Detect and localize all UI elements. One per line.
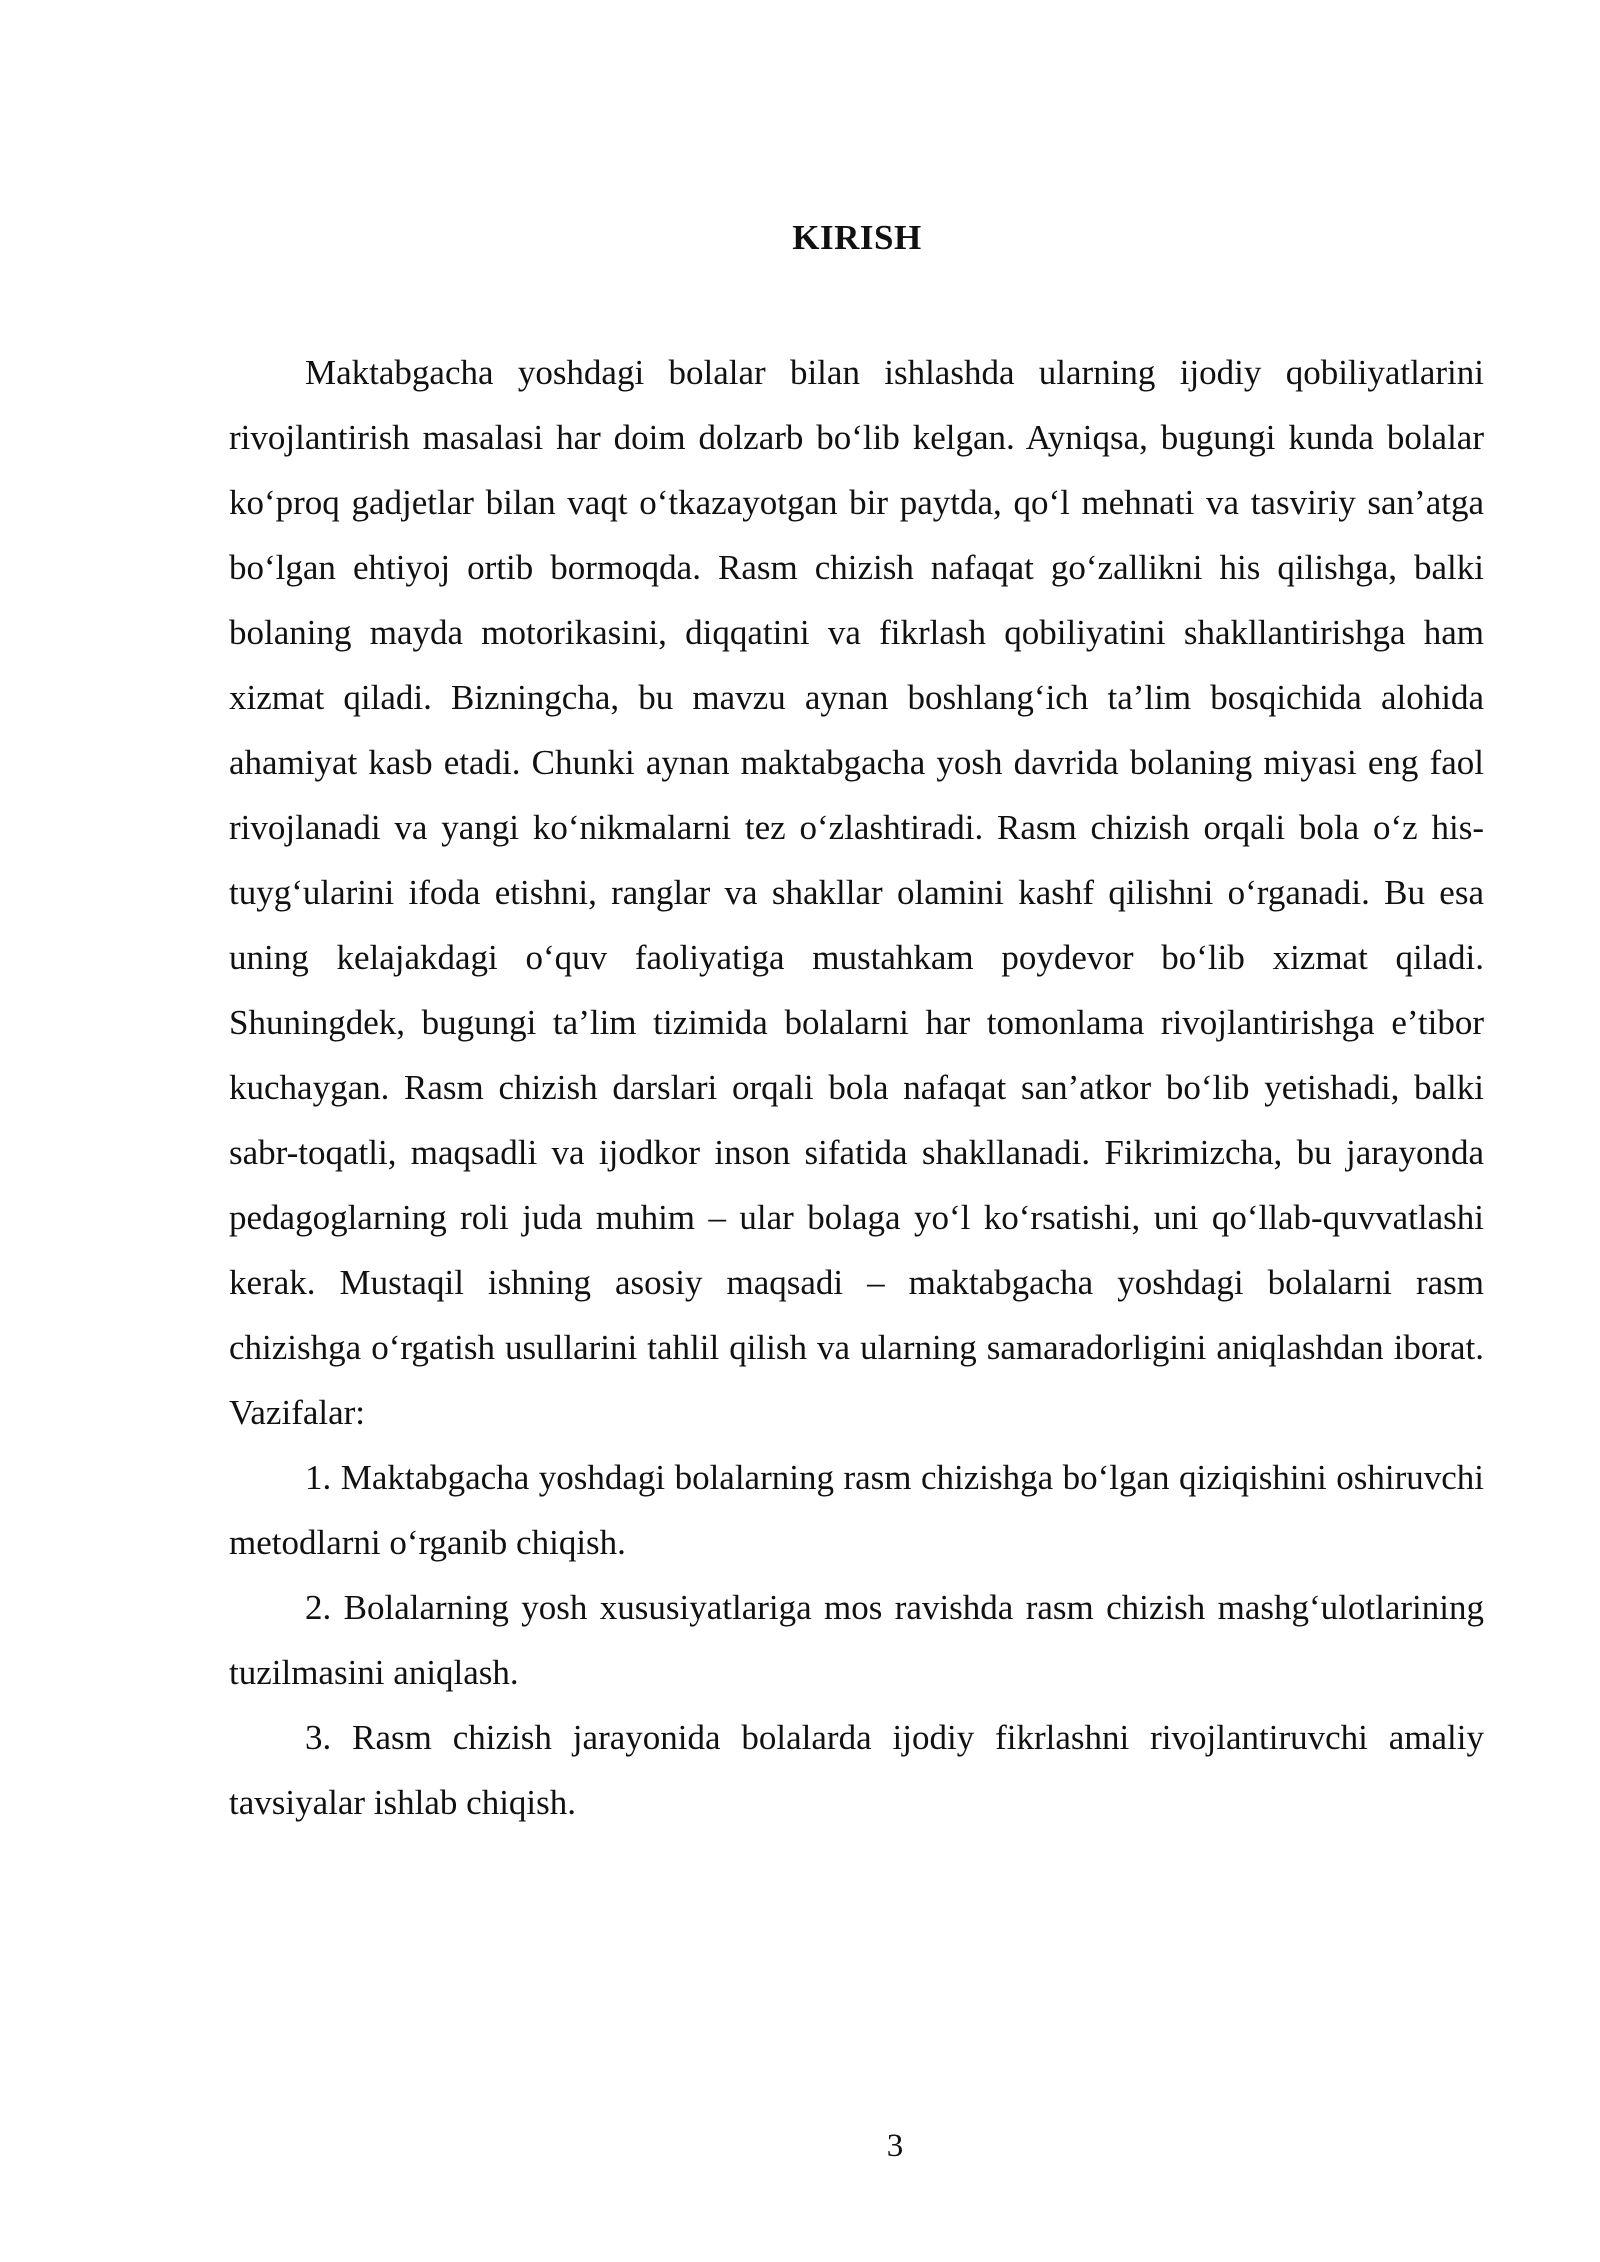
page-number: 3 [886,2128,904,2164]
body-text [229,340,1484,1835]
task-item-2: 2. Bolalarning yosh xususiyatlariga mos ravishda rasm chizish mashg‘ulotlarining tuzilmasini aniqlash. [229,1588,1484,1692]
page-title: KIRISH [792,218,922,257]
task-item-1: 1. Maktabgacha yoshdagi bolalarning rasm chizishga bo‘lgan qiziqishini oshiruvchi metodlarni o‘rganib chiqish. [229,1458,1484,1562]
task-item-3: 3. Rasm chizish jarayonida bolalarda ijodiy fikrlashni rivojlantiruvchi amaliy tavsiyalar ishlab chiqish. [229,1718,1484,1822]
intro-paragraph: Maktabgacha yoshdagi bolalar bilan ishlashda ularning ijodiy qobiliyatlarini rivojlantirish masalasi har doim dolzarb bo‘lib kelgan. Ayniqsa, bugungi kunda bolalar ko‘proq gadjetlar bilan vaqt o‘tkazayotgan bir paytda, qo‘l mehnati va tasviriy san’atga bo‘lgan ehtiyoj ortib bormoqda. Rasm chizish nafaqat go‘zallikni his qilishga, balki bolaning mayda motorikasini, diqqatini va fikrlash qobiliyatini shakllantirishga ham xizmat qiladi. Bizningcha, bu mavzu aynan boshlang‘ich ta’lim bosqichida alohida ahamiyat kasb etadi. Chunki aynan maktabgacha yosh davrida bolaning miyasi eng faol rivojlanadi va yangi ko‘nikmalarni tez o‘zlashtiradi. Rasm chizish orqali bola o‘z his-tuyg‘ularini ifoda etishni, ranglar va shakllar olamini kashf qilishni o‘rganadi. Bu esa uning kelajakdagi o‘quv faoliyatiga mustahkam poydevor bo‘lib xizmat qiladi. Shuningdek, bugungi ta’lim tizimida bolalarni har tomonlama rivojlantirishga e’tibor kuchaygan. Rasm chizish darslari orqali bola nafaqat san’atkor bo‘lib yetishadi, balki sabr-toqatli, maqsadli va ijodkor inson sifatida shakllanadi. Fikrimizcha, bu jarayonda pedagoglarning roli juda muhim – ular bolaga yo‘l ko‘rsatishi, uni qo‘llab-quvvatlashi kerak. Mustaqil ishning asosiy maqsadi – maktabgacha yoshdagi bolalarni rasm chizishga o‘rgatish usullarini tahlil qilish va ularning samaradorligini aniqlashdan iborat. Vazifalar: [229,353,1484,1432]
